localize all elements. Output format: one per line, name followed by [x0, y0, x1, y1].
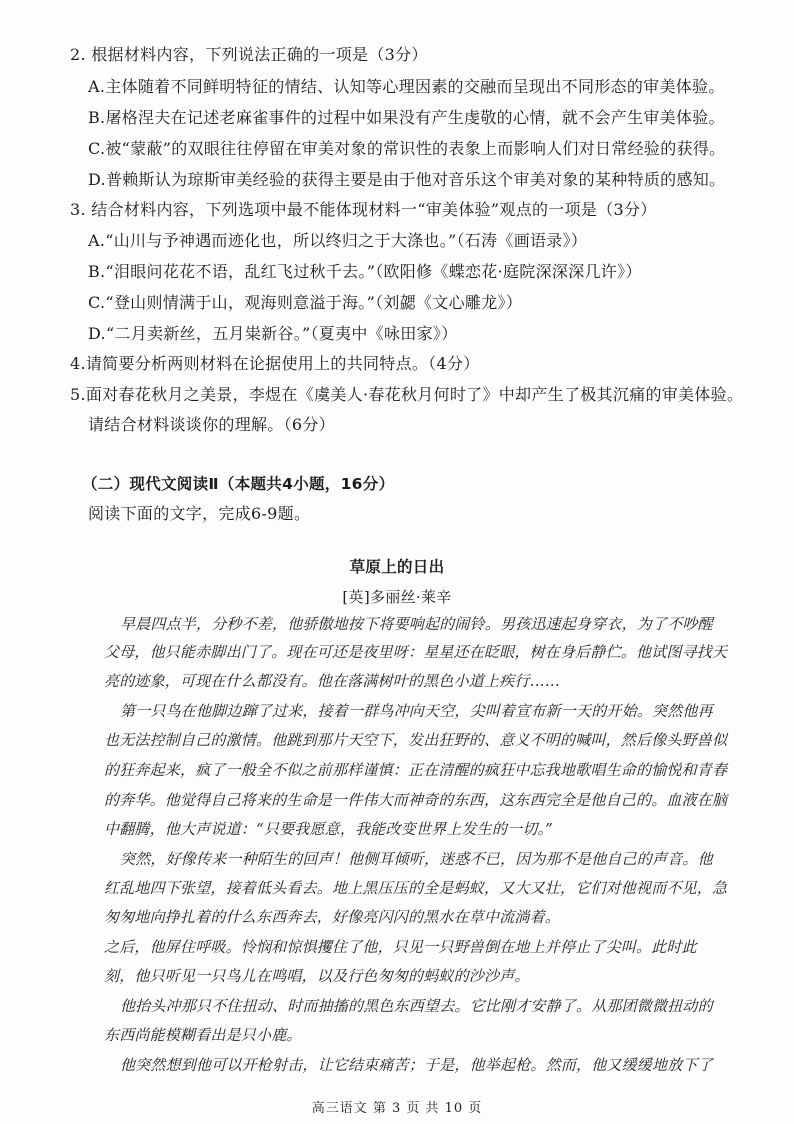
- story-line: 匆匆地向挣扎着的什么东西奔去，好像亮闪闪的黑水在草中流淌着。: [104, 908, 561, 926]
- question-5-line-1: 5.面对春花秋月之美景，李煜在《虞美人·春花秋月何时了》中却产生了极其沉痛的审美体验。: [70, 385, 744, 404]
- story-line: 红乱地四下张望，接着低头看去。地上黑压压的全是蚂蚁，又大又壮，它们对他视而不见，急: [104, 879, 728, 897]
- story-line: 早晨四点半，分秒不差，他骄傲地按下将要响起的闹铃。男孩迅速起身穿衣，为了不吵醒: [120, 615, 713, 633]
- story-line: 之后，他屏住呼吸。怜悯和惊惧攫住了他，只见一只野兽倒在地上并停止了尖叫。此时此: [104, 938, 697, 956]
- question-2-stem: 2. 根据材料内容，下列说法正确的一项是（3分）: [70, 45, 428, 64]
- question-4: 4.请简要分析两则材料在论据使用上的共同特点。（4分）: [70, 354, 480, 373]
- story-line: 的奔华。他觉得自己将来的生命是一件伟大而神奇的东西，这东西完全是他自己的。血液在脑: [104, 791, 728, 809]
- question-5-line-2: 请结合材料谈谈你的理解。（6分）: [88, 415, 335, 434]
- section-instruction: 阅读下面的文字，完成6-9题。: [88, 504, 311, 523]
- question-3-option-d: D.“二月卖新丝，五月粜新谷。”（夏夷中《咏田家》）: [88, 324, 458, 343]
- question-2-option-d: D.普赖斯认为琼斯审美经验的获得主要是由于他对音乐这个审美对象的某种特质的感知。: [88, 170, 726, 189]
- question-3-option-b: B.“泪眼问花花不语，乱红飞过秋千去。”（欧阳修《蝶恋花·庭院深深深几许》）: [88, 262, 642, 281]
- story-line: 突然，好像传来一种陌生的回声！他侧耳倾听，迷惑不已，因为那不是他自己的声音。他: [120, 850, 713, 868]
- story-line: 第一只鸟在他脚边蹿了过来，接着一群鸟冲向天空，尖叫着宣布新一天的开始。突然他再: [120, 702, 713, 720]
- section-heading: （二）现代文阅读Ⅱ（本题共4小题，16分）: [82, 475, 395, 493]
- story-line: 中翻腾，他大声说道：“只要我愿意，我能改变世界上发生的一切。”: [104, 820, 554, 838]
- story-line: 亮的迹象，可现在什么都没有。他在落满树叶的黑色小道上疾行……: [104, 672, 561, 690]
- story-title: 草原上的日出: [349, 558, 445, 576]
- story-author: [英]多丽丝·莱辛: [342, 588, 452, 606]
- story-line: 他突然想到他可以开枪射击，让它结束痛苦；于是，他举起枪。然而，他又缓缓地放下了: [120, 1056, 713, 1074]
- story-line: 东西尚能模糊看出是只小鹿。: [104, 1026, 302, 1044]
- question-2-option-a: A.主体随着不同鲜明特征的情结、认知等心理因素的交融而呈现出不同形态的审美体验。: [88, 77, 725, 96]
- question-3-stem: 3. 结合材料内容，下列选项中最不能体现材料一“审美体验”观点的一项是（3分）: [70, 200, 657, 219]
- story-line: 刻，他只听见一只鸟儿在鸣唱，以及行色匆匆的蚂蚁的沙沙声。: [104, 967, 530, 985]
- story-line: 他抬头冲那只不住扭动、时而抽搐的黑色东西望去。它比刚才安静了。从那团微微扭动的: [120, 997, 713, 1015]
- question-2-option-b: B.屠格涅夫在记述老麻雀事件的过程中如果没有产生虔敬的心情，就不会产生审美体验。: [88, 108, 725, 127]
- question-3-option-a: A.“山川与予神遇而迹化也，所以终归之于大涤也。”（石涛《画语录》）: [88, 231, 588, 250]
- story-line: 也无法控制自己的激情。他跳到那片天空下，发出狂野的、意义不明的喊叫，然后像头野兽似: [104, 731, 728, 749]
- page-footer: 高三语文 第 3 页 共 10 页: [311, 1101, 483, 1116]
- story-line: 的狂奔起来，疯了一般全不似之前那样谨慎：正在清醒的疯狂中忘我地歌唱生命的愉悦和青春: [104, 761, 728, 779]
- question-2-option-c: C.被“蒙蔽”的双眼往往停留在审美对象的常识性的表象上而影响人们对日常经验的获得。: [88, 139, 726, 158]
- question-3-option-c: C.“登山则情满于山，观海则意溢于海。”（刘勰《文心雕龙》）: [88, 293, 523, 312]
- story-line: 父母，他只能赤脚出门了。现在可还是夜里呀：星星还在眨眼，树在身后静伫。他试图寻找天: [104, 643, 728, 661]
